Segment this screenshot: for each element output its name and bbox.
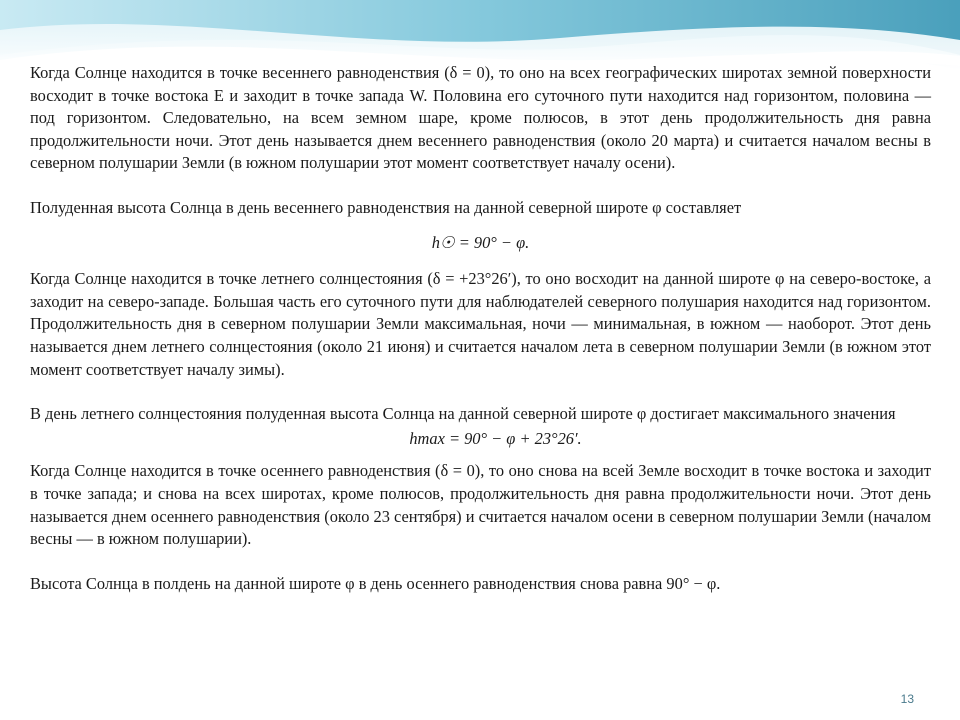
paragraph-autumn-height: Высота Солнца в полдень на данной широте φ в день осеннего равноденствия снова равна 90° − φ.: [30, 573, 721, 593]
paragraph-noon-height-intro: Полуденная высота Солнца в день весеннего равноденствия на данной северной широте φ составляет: [30, 197, 742, 217]
paragraph-autumn-equinox: Когда Солнце находится в точке осеннего равноденствия (δ = 0), то оно снова на всей Земле восходит в точке востока и заходит в точке запада; и снова на всех широтах, кроме полюсов, продолжительность дня равна продолжительности ночи. Этот день называется днем осеннего равноденствия (около 23 сентября) и считается началом осени в северном полушарии Земли (началом весны — в южном полушарии).: [30, 461, 931, 549]
slide-body: [30, 62, 931, 595]
paragraph-summer-solstice: Когда Солнце находится в точке летнего солнцестояния (δ = +23°26′), то оно восходит на данной широте φ на северо-востоке, а заходит на северо-западе. Большая часть его суточного пути для наблюдателей северного полушария находится над горизонтом. Продолжительность дня в северном полушарии Земли максимальная, ночи — минимальная, в южном — наоборот. Этот день называется днем летнего солнцестояния (около 21 июня) и считается началом лета в северном полушарии Земли (в южном этот момент соответствует началу зимы).: [30, 269, 931, 379]
paragraph-vernal-equinox: Когда Солнце находится в точке весеннего равноденствия (δ = 0), то оно на всех географических широтах земной поверхности восходит в точке востока E и заходит в точке запада W. Половина его суточного пути находится над горизонтом, половина — под горизонтом. Следовательно, на всем земном шаре, кроме полюсов, в этот день продолжительность дня равна продолжительности ночи. Этот день называется днем весеннего равноденствия (около 20 марта) и считается началом весны в северном полушарии Земли (в южном полушарии этот момент соответствует началу осени).: [30, 63, 931, 173]
formula-max-height: hmax = 90° − φ + 23°26′.: [409, 428, 582, 448]
formula-noon-height: h☉ = 90° − φ.: [431, 232, 530, 252]
paragraph-max-height: В день летнего солнцестояния полуденная высота Солнца на данной северной широте φ достигает максимального значения: [30, 404, 896, 424]
slide-number: 13: [900, 692, 914, 706]
